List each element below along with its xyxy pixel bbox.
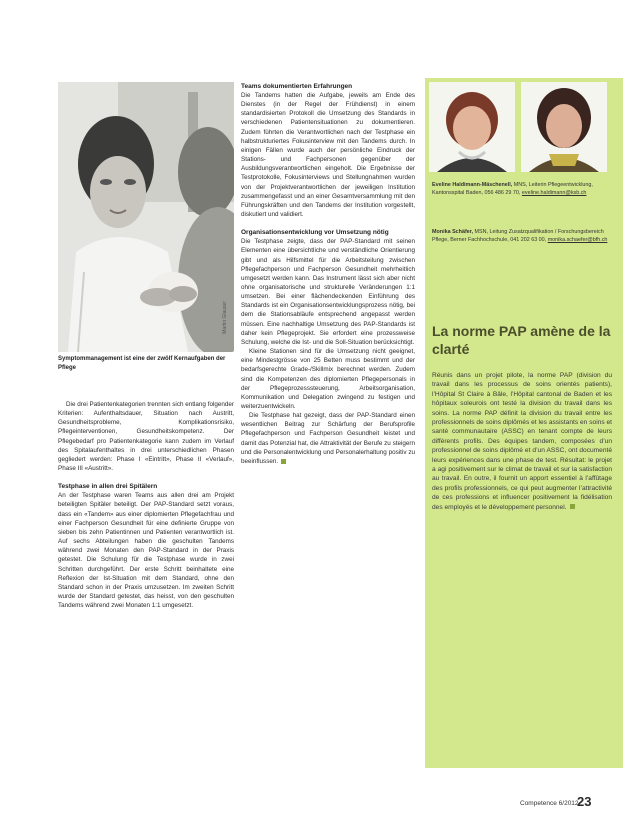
end-mark: [281, 459, 286, 464]
photo-credit: Martin Glauser: [222, 301, 228, 334]
paragraph: Die drei Patientenkategorien trennten sich entlang folgender Kriterien: Aufenthaltsdauer, Situation nach Austritt, Gesundheitsprobleme, Komplikationsrisiko, Pflegeinterventionen, Gesundheitskompetenz. Der Pflegebedarf pro Patientenkategorie kann zudem im Verlauf des Spitalaufenthaltes in drei unterschiedlichen Phasen gegliedert werden: Phase I «Eintritt», Phase II «Verlauf», Phase III «Austritt».: [58, 401, 234, 473]
paragraph: Die Tandems hatten die Aufgabe, jeweils am Ende des Dienstes (in der Regel der Frühdienst) in einem standardisierten Protokoll die Umsetzung des Standards in verschiedenen Patientensituationen zu dokumentieren. Zudem führten die Verantwortlichen nach der Testphase ein halbstrukturiertes Fokusinterview mit den Tandems durch. In einigen Fällen wurde auch der persönliche Eindruck der Stations- und Fachpersonen gegenüber der Ausbildungsverantwortlichen eingeholt. Die Ergebnisse der Testprotokolle, Fokusinterviews und Stellungnahmen wurden von der Projektverantwortlichen der jeweiligen Institution zusammengefasst und an einer Gesamtversammlung mit den Führungskräften und den Tandems der Institution vorgestellt, diskutiert und validiert.: [241, 92, 415, 219]
page-number: 23: [577, 794, 592, 809]
article-photo: [58, 82, 234, 352]
paragraph-text: Die Testphase hat gezeigt, dass der PAP-Standard einen wesentlichen Beitrag zur Schärfung der Berufsprofile Pflegefachperson und Fachperson Gesundheit leistet und damit das Potenzial hat, die Attraktivität der Berufe zu steigern und die Personalentwicklung und Personalerhaltung positiv zu beeinflussen.: [241, 412, 415, 465]
sidebar-title: La norme PAP amène de la clarté: [432, 323, 611, 357]
author-portraits: [429, 82, 611, 172]
author-details: MSN, Leitung Zusatzqualifikation / Forschungsbereich Pflege, Berner Fachhochschule, 041 202 63 00,: [432, 229, 604, 243]
end-mark: [570, 504, 575, 509]
author-name: Eveline Haldimann-Mäschenell,: [432, 182, 513, 188]
author-portrait-2: [521, 82, 607, 172]
author-email-link[interactable]: monika.schaefer@bfh.ch: [547, 237, 608, 243]
sidebar-text: Réunis dans un projet pilote, la norme PAP (division du travail dans les processus de soins orientés patients), l’Hôpital St Claire à Bâle, l’Hôpital cantonal de Baden et les hôpitaux soleurois ont testé la division du travail dans les soins. La norme PAP définit la division du travail entre les professionnels de soins diplômés et les assistants en soins et santé communautaire (ASSC) en tenant compte de leurs différents profils. Des équipes tandem, composées d’un professionnel de soins diplômé et d’un ASSC, ont documenté leurs expériences dans une phase de test. Résultat: le projet a agi positivement sur le climat de travail et sur la satisfaction au travail. En outre, il fournit un apport essentiel à l’affûtage des profils professionnels, ce qui peut augmenter l’attractivité de ces professions et influencer positivement la fidélisation des employés et le développement personnel.: [432, 372, 612, 511]
paragraph: Die Testphase zeigte, dass der PAP-Standard mit seinen Elementen eine übersichtliche und verständliche Orientierung gibt und als Hilfsmittel für die Arbeitsteilung zwischen Pflegefachperson und Fachperson Gesundheit mehrheitlich umgesetzt werden kann. Das Instrument lässt sich aber nicht ohne organisatorische und strukturelle Veränderungen 1:1 umsetzen. Bei einer flächendeckenden Einführung des Standards ist ein Organisationsentwicklungsprozess nötig, bei dem die Stationsabläufe entsprechend angepasst werden müssen. Eine nachhaltige Umsetzung des PAP-Standards ist daher kein Pflegeprojekt. Sie erfordert eine prozessweise Schulung, welche die Ist- und die Soll-Situation berücksichtigt.: [241, 238, 415, 346]
magazine-footer: Competence 6/2012: [520, 800, 579, 807]
author-name: Monika Schäfer,: [432, 229, 474, 235]
section-heading: Teams dokumentierten Erfahrungen: [241, 83, 353, 90]
author-bio-1: [432, 181, 612, 197]
section-heading: Testphase in allen drei Spitälern: [58, 483, 158, 491]
photo-caption: Symptommanagement ist eine der zwölf Kernaufgaben der Pflege: [58, 356, 226, 371]
paragraph: [241, 411, 415, 466]
paragraph: Kleine Stationen sind für die Umsetzung nicht geeignet, eine Mindestgrösse von 25 Betten muss bestimmt und der bedarfsgerechte Grade-/Skillmix berechnet werden. Zudem sind die Kompetenzen des diplomierten Pflegepersonals in der Pflegeprozesssteuerung, Arbeitsorganisation, Kommunikation und Delegation zwingend zu festigen und weiterzuentwickeln.: [241, 348, 415, 410]
paragraph: An der Testphase waren Teams aus allen drei am Projekt beteiligten Spitäler beteiligt. Der PAP-Standard setzt voraus, dass ein «Tandem» aus einer diplomierten Pflegefachfrau und einer Fachperson Gesundheit für eine definierte Gruppe von sieben bis zehn Patientinnen und Patienten verantwortlich ist. Auf sechs Abteilungen haben die geschulten Tandems während zwei Monaten den PAP-Standard in der Praxis getestet. Die Schulung für die Testphase wurde in zwei Schritten durchgeführt. Der erste Schritt beinhaltete eine Reflexion der Ist-Situation mit dem Standard, ohne den Standard schon in der Praxis umzusetzen. Im zweiten Schritt wurde der Standard getestet, das heisst, von den geschulten Tandems während zwei Monaten 1:1 umgesetzt.: [58, 492, 234, 610]
text-column-2: [241, 82, 415, 466]
author-email-link[interactable]: eveline.haldimann@ksb.ch: [521, 190, 587, 196]
author-details: MNS, Leiterin Pflegeentwicklung, Kantonsspital Baden, 056 486 29 70,: [432, 182, 593, 196]
author-bio-2: [432, 228, 612, 244]
sidebar-body: [432, 371, 612, 512]
section-heading: Organisationsentwicklung vor Umsetzung nötig: [241, 229, 389, 237]
text-column-1: [58, 400, 234, 610]
author-portrait-1: [429, 82, 515, 172]
nurse-photo-illustration: [58, 82, 234, 352]
